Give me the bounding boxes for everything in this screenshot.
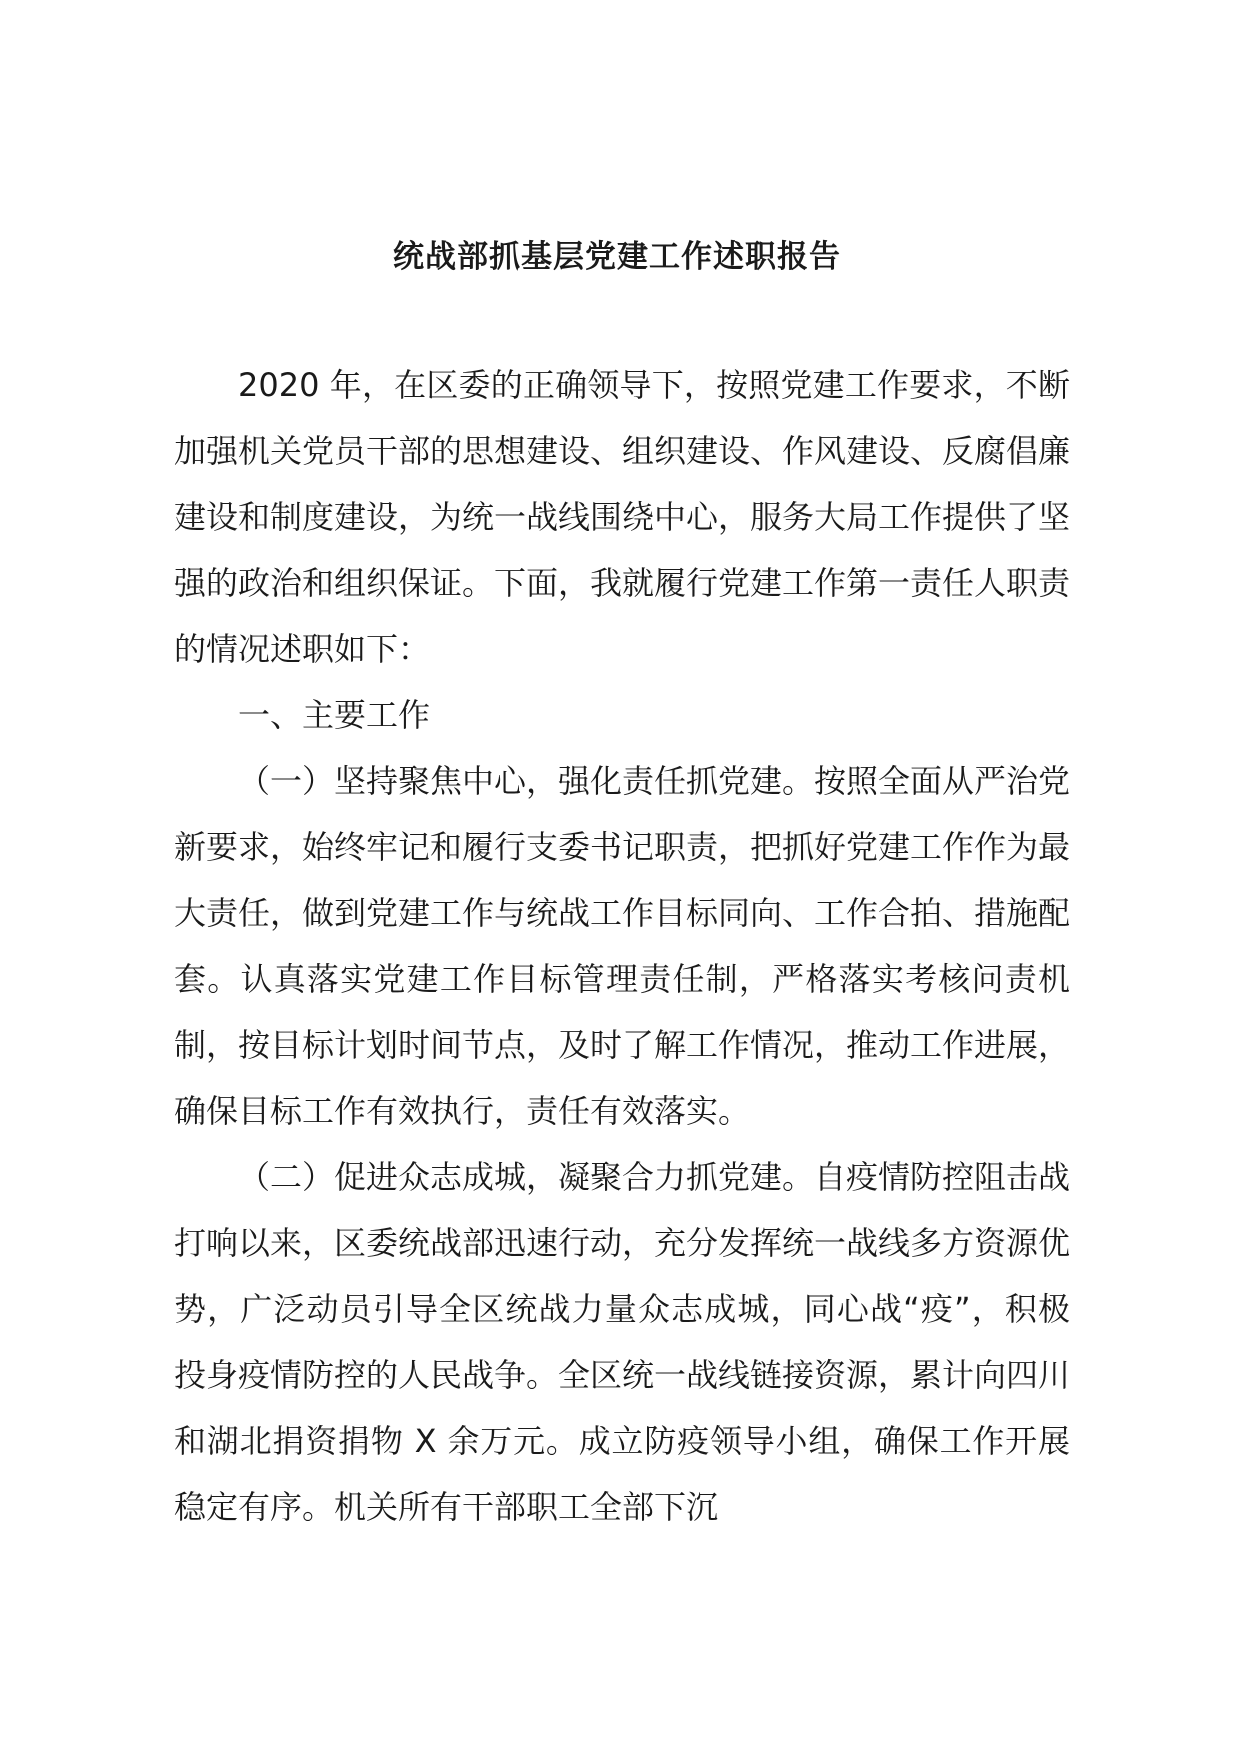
- paragraph-section-1: （一）坚持聚焦中心，强化责任抓党建。按照全面从严治党新要求，始终牢记和履行支委书记职责，把抓好党建工作作为最大责任，做到党建工作与统战工作目标同向、工作合拍、措施配套。认真落实党建工作目标管理责任制，严格落实考核问责机制，按目标计划时间节点，及时了解工作情况，推动工作进展，确保目标工作有效执行，责任有效落实。: [174, 762, 1071, 1130]
- document-title: 统战部抓基层党建工作述职报告: [393, 239, 841, 275]
- paragraph-intro: 2020 年，在区委的正确领导下，按照党建工作要求，不断加强机关党员干部的思想建设、组织建设、作风建设、反腐倡廉建设和制度建设，为统一战线围绕中心，服务大局工作提供了坚强的政治和组织保证。下面，我就履行党建工作第一责任人职责的情况述职如下：: [174, 366, 1071, 668]
- section-heading: 一、主要工作: [238, 696, 431, 734]
- paragraph-section-2: （二）促进众志成城，凝聚合力抓党建。自疫情防控阻击战打响以来，区委统战部迅速行动，充分发挥统一战线多方资源优势，广泛动员引导全区统战力量众志成城，同心战“疫”，积极投身疫情防控的人民战争。全区统一战线链接资源，累计向四川和湖北捐资捐物 X 余万元。成立防疫领导小组，确保工作开展稳定有序。机关所有干部职工全部下沉: [174, 1158, 1071, 1526]
- document-body: [174, 352, 1070, 1540]
